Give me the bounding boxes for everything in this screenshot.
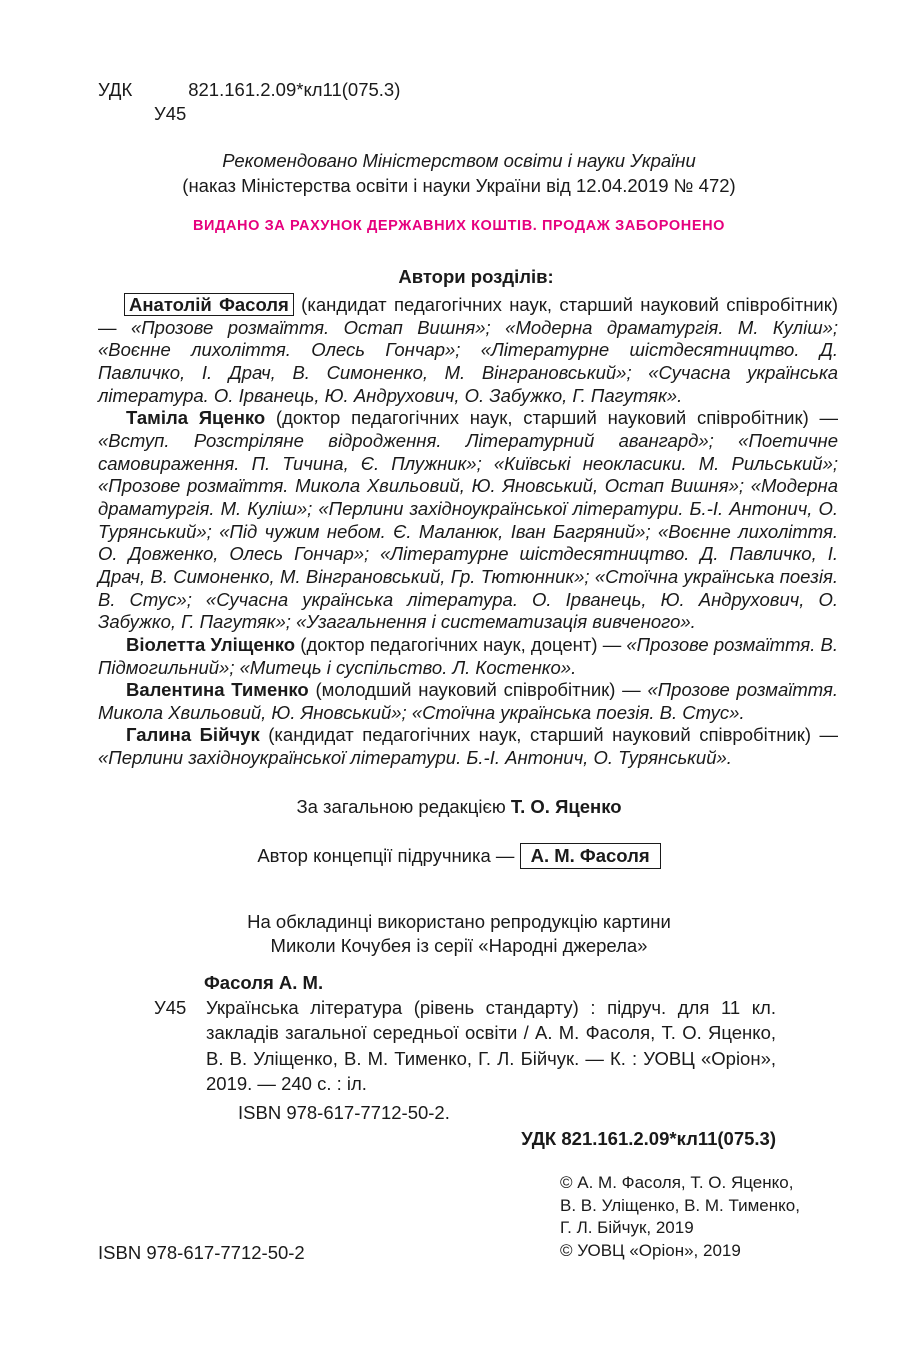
recommendation-line2: (наказ Міністерства освіти і науки України від 12.04.2019 № 472) xyxy=(182,175,736,196)
udk-label: УДК xyxy=(98,79,133,100)
concept-author xyxy=(0,843,918,869)
copyright-line: Г. Л. Бійчук, 2019 xyxy=(560,1218,694,1237)
author-role: (молодший науковий співробітник) — xyxy=(308,679,648,701)
udk-code: 821.161.2.09*кл11(075.3) xyxy=(188,79,401,100)
biblio-description: Українська література (рівень стандарту) : підруч. для 11 кл. закладів загальної середньої освіти / А. М. Фасоля, Т. О. Яценко, В. В. Уліщенко, В. М. Тименко, Г. Л. Бійчук. — К. : УОВЦ «Оріон», 2019. — 240 с. : іл. xyxy=(206,997,776,1094)
concept-name-boxed: А. М. Фасоля xyxy=(520,843,661,869)
author-works: «Прозове розмаїття. Микола Хвильовий, Ю. Яновський»; «Стоїчна українська поезія. В. Стус». xyxy=(98,679,839,723)
author-entry xyxy=(98,294,838,407)
biblio-isbn: ISBN 978-617-7712-50-2. xyxy=(238,1102,450,1124)
author-entry xyxy=(98,634,838,679)
general-editor xyxy=(0,796,918,818)
udk-top-block xyxy=(98,78,401,126)
cover-line2: Миколи Кочубея із серії «Народні джерела» xyxy=(270,935,648,956)
author-name: Валентина Тименко xyxy=(126,679,309,701)
editor-name: Т. О. Яценко xyxy=(510,796,622,817)
author-name-boxed: Анатолій Фасоля xyxy=(124,293,294,316)
author-works: «Прозове розмаїття. Остап Вишня»; «Модерна драматургія. М. Куліш»; «Воєнне лихоліття. Олесь Гончар»; «Літературне шістдесятництво. Д. Павличко, І. Драч, В. Симоненко, М. Вінграновський»; «Сучасна українська література. О. Ірванець, Ю. Андрухович, О. Забужко, Г. Пагутяк». xyxy=(98,316,838,406)
author-entry xyxy=(98,724,838,769)
authors-list xyxy=(98,294,838,770)
cover-line1: На обкладинці використано репродукцію картини xyxy=(247,911,671,932)
bibliographic-record xyxy=(154,970,776,1125)
state-funding-notice: ВИДАНО ЗА РАХУНОК ДЕРЖАВНИХ КОШТІВ. ПРОДАЖ ЗАБОРОНЕНО xyxy=(192,218,726,234)
recommendation xyxy=(0,148,918,198)
isbn-bottom: ISBN 978-617-7712-50-2 xyxy=(98,1242,305,1263)
udk-bottom: УДК 821.161.2.09*кл11(075.3) xyxy=(521,1128,776,1149)
author-works: «Прозове розмаїття. В. Підмогильний»; «Митець і суспільство. Л. Костенко». xyxy=(98,633,838,678)
author-name: Віолетта Уліщенко xyxy=(126,633,296,655)
author-works: «Вступ. Розстріляне відродження. Літературний авангард»; «Поетичне самовираження. П. Тичина, Є. Плужник»; «Київські неокласики. М. Рильський»; «Прозове розмаїття. Микола Хвильовий, Ю. Яновський, Остап Вишня»; «Модерна драматургія. М. Куліш»; «Перлини західноукраїнської літератури. Б.-І. Антонич, О. Турянський»; «Під чужим небом. Є. Маланюк, Іван Багряний»; «Воєнне лихоліття. О. Довженко, Олесь Гончар»; «Літературне шістдесятництво. Д. Павличко, І. Драч, В. Симоненко, М. Вінграновський, Гр. Тютюнник»; «Стоїчна українська поезія. В. Стус»; «Сучасна українська література. О. Ірванець, Ю. Андрухович, О. Забужко, Г. Пагутяк»; «Узагальнення і систематизація вивченого». xyxy=(98,429,838,633)
author-works: «Перлини західноукраїнської літератури. Б.-І. Антонич, О. Турянський». xyxy=(98,747,732,769)
copyright-block xyxy=(560,1172,860,1262)
author-role: (кандидат педагогічних наук, старший науковий співробітник) — xyxy=(259,724,839,746)
biblio-author: Фасоля А. М. xyxy=(204,972,324,993)
copyright-line: © УОВЦ «Оріон», 2019 xyxy=(560,1240,741,1260)
copyright-line: В. В. Уліщенко, В. М. Тименко, xyxy=(560,1195,800,1215)
authors-heading: Автори розділів: xyxy=(398,266,554,287)
cover-note xyxy=(0,910,918,958)
udk-index: У45 xyxy=(154,103,187,124)
concept-prefix: Автор концепції підручника — xyxy=(257,845,520,866)
biblio-index: У45 xyxy=(154,997,187,1019)
author-entry xyxy=(98,407,838,634)
copyright-line: © А. М. Фасоля, Т. О. Яценко, xyxy=(560,1173,794,1192)
author-entry xyxy=(98,679,838,724)
author-role: (кандидат педагогічних наук, старший науковий співробітник) — xyxy=(98,294,839,338)
author-name: Галина Бійчук xyxy=(126,724,260,746)
author-role: (доктор педагогічних наук, доцент) — xyxy=(295,633,627,655)
author-role: (доктор педагогічних наук, старший науковий співробітник) — xyxy=(265,407,838,429)
recommendation-line1: Рекомендовано Міністерством освіти і науки України xyxy=(222,150,696,171)
author-name: Таміла Яценко xyxy=(126,407,266,429)
editor-prefix: За загальною редакцією xyxy=(296,796,511,817)
